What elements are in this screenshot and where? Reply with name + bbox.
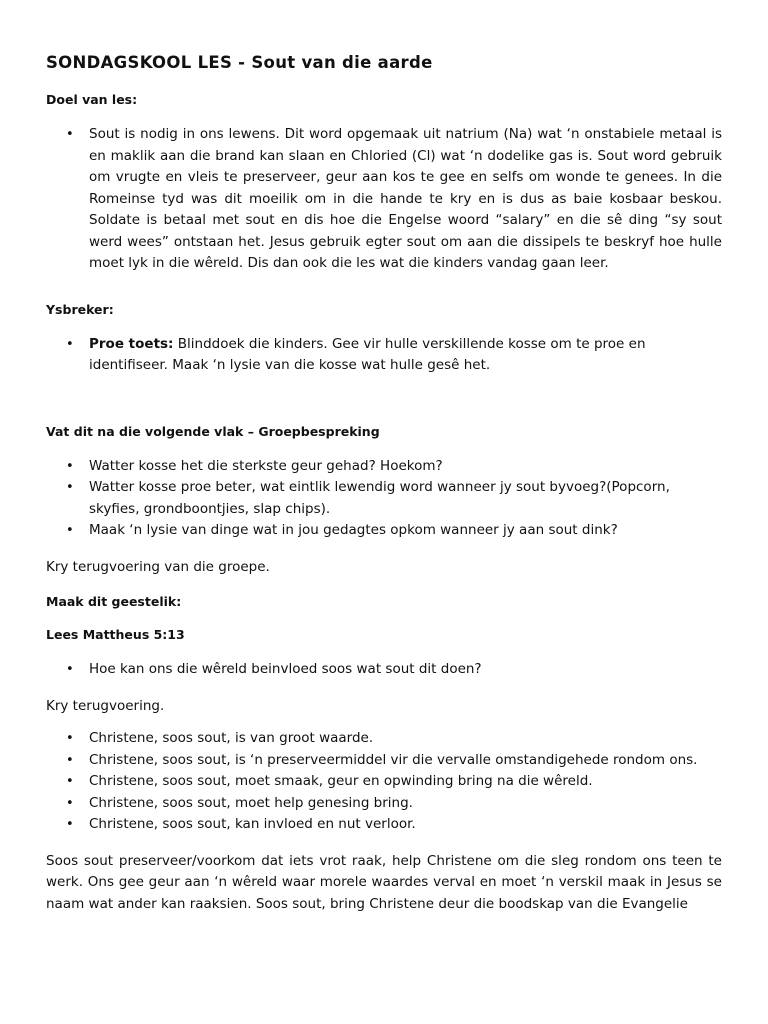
section-heading-geestelik: Maak dit geestelik: [46,594,182,609]
groep-feedback: Kry terugvoering van die groepe. [46,558,270,575]
list-item [46,456,722,478]
list-item-text: Hoe kan ons die wêreld beinvloed soos wat sout dit doen? [89,661,482,677]
list-item-text: Christene, soos sout, moet help genesing bring. [89,794,413,811]
list-item [46,793,722,815]
scripture-reading: Lees Mattheus 5:13 [46,627,185,642]
list-item [46,124,722,275]
list-item [46,814,722,836]
section-heading-groepbespreking: Vat dit na die volgende vlak – Groepbespreking [46,423,380,439]
list-item-text: Christene, soos sout, moet smaak, geur en opwinding bring na die wêreld. [89,773,593,789]
bullet-icon: • [66,731,74,746]
list-item-text: Christene, soos sout, kan invloed en nut verloor. [89,816,416,832]
bullet-icon: • [66,817,74,832]
list-item [46,771,722,793]
bullet-icon: • [66,774,74,789]
geestelik-question-list [46,659,722,681]
list-item-text: Watter kosse proe beter, wat eintlik lewendig word wanneer jy sout byvoeg?(Popcorn, skyfies, grondboontjies, slap chips). [89,479,670,517]
bullet-icon: • [66,795,74,811]
list-item [46,750,722,772]
list-item [46,477,722,520]
list-item [46,728,722,750]
groep-list [46,456,722,542]
christene-list [46,728,722,836]
bullet-icon: • [66,752,74,768]
document-title: SONDAGSKOOL LES - Sout van die aarde [46,53,433,72]
section-heading-ysbreker: Ysbreker: [46,301,114,317]
list-item-text: Blinddoek die kinders. Gee vir hulle verskillende kosse om te proe en identifiseer. Maak ‘n lysie van die kosse wat hulle gesê het. [89,335,646,373]
bullet-icon: • [66,480,74,495]
list-item [46,334,722,377]
bullet-icon: • [66,523,74,538]
ysbreker-list [46,334,722,377]
geestelik-feedback: Kry terugvoering. [46,697,165,714]
bullet-icon: • [66,336,74,352]
bullet-icon: • [66,662,74,677]
list-item-text: Sout is nodig in ons lewens. Dit word opgemaak uit natrium (Na) wat ‘n onstabiele metaal is en maklik aan die brand kan slaan en Chloried (Cl) wat ‘n dodelike gas is. Sout word gebruik om vrugte en vleis te preserveer, geur aan kos te gee en selfs om wonde te genees. In die Romeinse tyd was dit moeilik om in die hande te kry en is dus as baie kosbaar beskou. Soldate is betaal met sout en dis hoe die Engelse woord “salary” en die sê ding “sy sout werd wees” ontstaan het. Jesus gebruik egter sout om aan die dissipels te beskryf hoe hulle moet lyk in die wêreld. Dis dan ook die les wat die kinders vandag gaan leer. [89,126,722,271]
closing-paragraph: Soos sout preserveer/voorkom dat iets vrot raak, help Christene om die sleg rondom ons teen te werk. Ons gee geur aan ‘n wêreld waar morele waardes verval en moet ‘n verskil maak in Jesus se naam wat ander kan raaksien. Soos sout, bring Christene deur die boodskap van die Evangelie [46,852,722,912]
doel-list [46,124,722,275]
list-item-text: Watter kosse het die sterkste geur gehad? Hoekom? [89,457,443,474]
section-heading-doel: Doel van les: [46,92,138,107]
list-item-label: Proe toets: [89,335,174,352]
list-item [46,659,722,681]
list-item [46,520,722,542]
list-item-text: Christene, soos sout, is ‘n preserveermiddel vir die vervalle omstandigehede rondom ons. [89,751,698,768]
list-item-text: Maak ‘n lysie van dinge wat in jou gedagtes opkom wanneer jy aan sout dink? [89,522,618,538]
bullet-icon: • [66,127,74,142]
bullet-icon: • [66,458,74,474]
list-item-text: Christene, soos sout, is van groot waarde. [89,730,374,746]
